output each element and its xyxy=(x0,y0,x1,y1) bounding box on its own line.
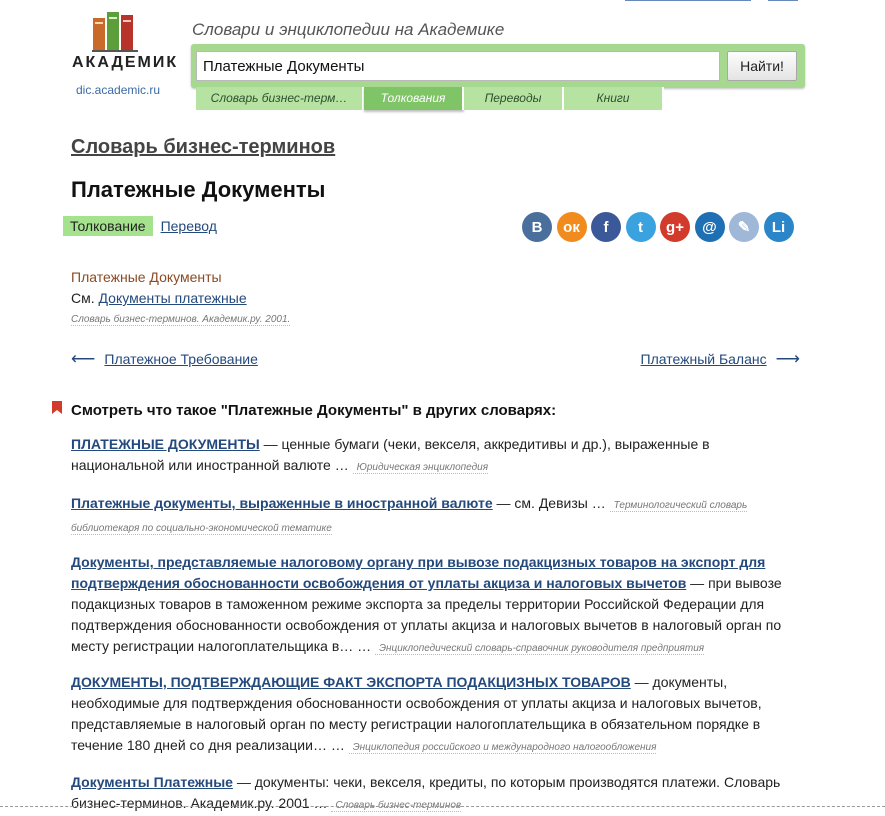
article-headword: Платежные Документы xyxy=(71,269,222,285)
see-link[interactable]: Документы платежные xyxy=(98,290,247,306)
other-dictionaries-title: Смотреть что такое "Платежные Документы" в других словарях: xyxy=(71,402,557,419)
entry-text: — при вывозе подакцизных товаров в таможенном режиме экспорта за пределы территории Российской Федерации для подтверждения обоснованности освобождения от уплаты акциза и налоговых вычетов в налоговый орган по месту регистрации налогоплательщика в… … xyxy=(71,575,782,654)
mail-icon[interactable]: @ xyxy=(695,212,725,242)
list-item xyxy=(71,434,786,478)
list-item xyxy=(71,493,786,539)
next-article-nav xyxy=(641,349,801,369)
entry-term-link[interactable]: Документы, представляемые налоговому органу при вывозе подакцизных товаров на экспорт для подтверждения обоснованности освобождения от уплаты акциза и налоговых вычетов xyxy=(71,554,766,591)
twitter-icon[interactable]: t xyxy=(626,212,656,242)
arrow-right-icon[interactable]: ⟶ xyxy=(775,349,800,368)
entry-source[interactable]: Юридическая энциклопедия xyxy=(353,462,488,474)
logo-text: АКАДЕМИК xyxy=(72,54,179,71)
vkontakte-icon[interactable]: B xyxy=(522,212,552,242)
entry-term-link[interactable]: ДОКУМЕНТЫ, ПОДТВЕРЖДАЮЩИЕ ФАКТ ЭКСПОРТА ПОДАКЦИЗНЫХ ТОВАРОВ xyxy=(71,674,631,690)
facebook-icon[interactable]: f xyxy=(591,212,621,242)
entry-term-link[interactable]: Платежные документы, выраженные в иностранной валюте xyxy=(71,495,493,511)
entry-term-link[interactable]: ПЛАТЕЖНЫЕ ДОКУМЕНТЫ xyxy=(71,436,260,452)
search-input[interactable] xyxy=(196,51,720,81)
arrow-left-icon[interactable]: ⟵ xyxy=(71,349,96,368)
page-divider xyxy=(0,806,885,807)
entry-text: — документы: чеки, векселя, кредиты, по которым производятся платежи. Словарь бизнес-терминов. Академик.ру. 2001 … xyxy=(71,774,781,811)
tab-interpretation[interactable]: Толкование xyxy=(63,216,153,236)
mode-tabs xyxy=(63,216,217,236)
next-article-link[interactable]: Платежный Баланс xyxy=(640,351,767,367)
tab-interpretations[interactable]: Толкования xyxy=(364,87,464,110)
top-link-fragment[interactable] xyxy=(768,0,798,2)
article-body xyxy=(71,290,247,306)
entry-source[interactable]: Энциклопедический словарь-справочник руководителя предприятия xyxy=(375,643,704,655)
odnoklassniki-icon[interactable]: ок xyxy=(557,212,587,242)
google-plus-icon[interactable]: g+ xyxy=(660,212,690,242)
entry-source[interactable]: Словарь бизнес-терминов xyxy=(331,800,461,812)
bookmark-icon xyxy=(52,401,62,414)
dictionary-title-link[interactable]: Словарь бизнес-терминов xyxy=(71,136,336,158)
top-link-fragment[interactable] xyxy=(625,0,751,2)
entry-source[interactable]: Терминологический словарь библиотекаря по социально-экономической тематике xyxy=(71,500,748,534)
liveinternet-icon[interactable]: Li xyxy=(764,212,794,242)
page-title: Платежные Документы xyxy=(71,177,326,202)
tab-dictionary[interactable]: Словарь бизнес-терм… xyxy=(196,87,364,110)
livejournal-icon[interactable]: ✎ xyxy=(729,212,759,242)
list-item xyxy=(71,772,786,816)
entry-text: — документы, необходимые для подтверждения обоснованности освобождения от уплаты акциза и налоговых вычетов, представляемые в налоговый орган по месту регистрации налогоплательщика в обязательном порядке в течение 180 дней со дня реализации… … xyxy=(71,674,762,753)
site-link[interactable]: dic.academic.ru xyxy=(76,83,161,97)
entry-term-link[interactable]: Документы Платежные xyxy=(71,774,233,790)
entry-text: — ценные бумаги (чеки, векселя, аккредитивы и др.), выраженные в национальной или иностранной валюте … xyxy=(71,436,710,473)
entry-text: — см. Девизы … xyxy=(492,495,606,511)
see-prefix: См. xyxy=(71,290,95,306)
search-scope-tabs xyxy=(196,87,664,110)
tab-translations[interactable]: Переводы xyxy=(464,87,564,110)
article-source: Словарь бизнес-терминов. Академик.ру. 2001. xyxy=(71,314,291,325)
search-button[interactable]: Найти! xyxy=(727,51,797,81)
entry-source[interactable]: Энциклопедия российского и международного налогообложения xyxy=(349,742,657,754)
prev-article-nav xyxy=(71,349,258,369)
share-buttons xyxy=(522,212,798,242)
list-item xyxy=(71,672,786,758)
tab-translation[interactable]: Перевод xyxy=(160,218,217,234)
list-item xyxy=(71,552,786,659)
tab-books[interactable]: Книги xyxy=(564,87,664,110)
tagline: Словари и энциклопедии на Академике xyxy=(192,20,505,39)
logo-books-icon xyxy=(92,12,138,52)
prev-article-link[interactable]: Платежное Требование xyxy=(104,351,258,367)
